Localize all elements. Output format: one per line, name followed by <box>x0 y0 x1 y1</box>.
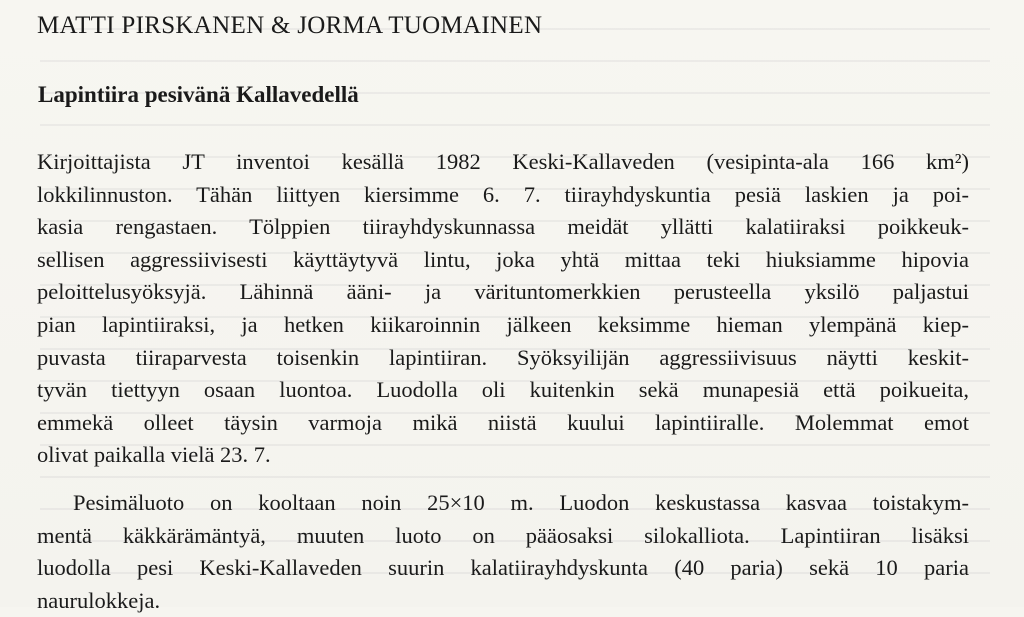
text-line: emmekä olleet täysin varmoja mikä niistä kuului lapintiiralle. Molemmat emot <box>37 409 969 435</box>
text-line: pian lapintiiraksi, ja hetken kiikaroinnin jälkeen keksimme hieman ylempänä kiep- <box>37 311 969 337</box>
paragraph-2 <box>37 487 969 617</box>
article-body <box>37 146 969 617</box>
text-line: olivat paikalla vielä 23. 7. <box>37 442 271 468</box>
text-line: peloittelusyöksyjä. Lähinnä ääni- ja värituntomerkkien perusteella yksilö paljastui <box>37 279 969 305</box>
text-line: Kirjoittajista JT inventoi kesällä 1982 Keski-Kallaveden (vesipinta-ala 166 km²) <box>37 149 969 174</box>
text-line: tyvän tiettyyn osaan luontoa. Luodolla oli kuitenkin sekä munapesiä että poikueita, <box>37 377 969 403</box>
text-line: sellisen aggressiivisesti käyttäytyvä lintu, joka yhtä mittaa teki hiuksiamme hipovia <box>37 246 969 272</box>
text-line: naurulokkeja. <box>37 587 161 613</box>
text-line: Pesimäluoto on kooltaan noin 25×10 m. Luodon keskustassa kasvaa toistakym- <box>73 489 969 515</box>
article-title: Lapintiira pesivänä Kallavedellä <box>38 82 359 107</box>
text-line: kasia rengastaen. Tölppien tiirayhdyskunnassa meidät yllätti kalatiiraksi poikkeuk- <box>37 214 969 240</box>
text-line: mentä käkkärämäntyä, muuten luoto on pääosaksi silokalliota. Lapintiiran lisäksi <box>37 522 969 548</box>
paragraph-1 <box>37 146 969 472</box>
author-header: MATTI PIRSKANEN & JORMA TUOMAINEN <box>37 12 543 39</box>
text-line: lokkilinnuston. Tähän liittyen kiersimme 6. 7. tiirayhdyskuntia pesiä laskien ja poi- <box>37 181 969 207</box>
text-line: puvasta tiiraparvesta toisenkin lapintiiran. Syöksyilijän aggressiivisuus näytti keskit- <box>37 344 969 370</box>
text-line: luodolla pesi Keski-Kallaveden suurin kalatiirayhdyskunta (40 paria) sekä 10 paria <box>37 555 969 581</box>
